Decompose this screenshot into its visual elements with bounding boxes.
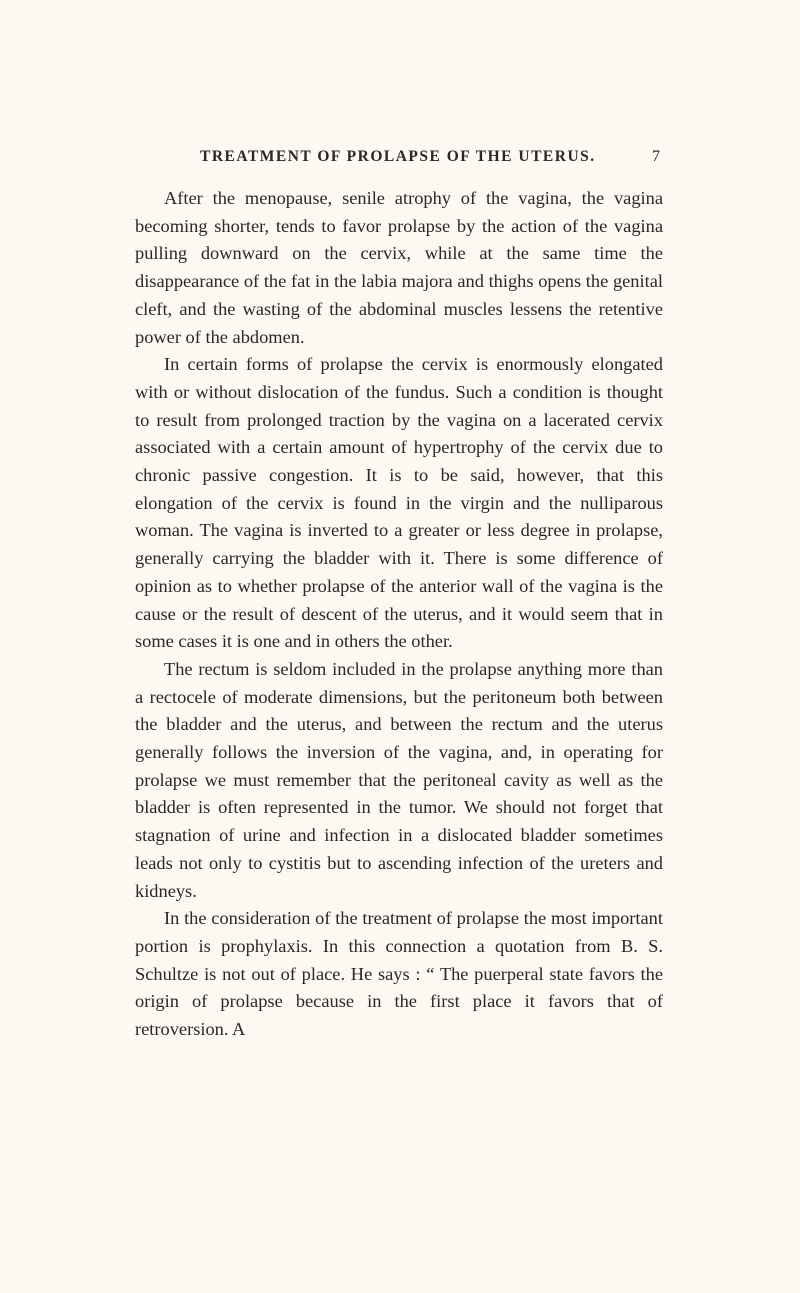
paragraph-menopause: After the menopause, senile atrophy of the vagina, the vagina becoming shorter, tends to favor prolapse by the action of the vagina pulling downward on the cervix, while at the same time the disappearance of the fat in the labia majora and thighs opens the genital cleft, and the wasting of the abdominal muscles lessens the retentive power of the abdomen. <box>135 188 663 347</box>
paragraph-rectum: The rectum is seldom included in the prolapse anything more than a rectocele of moderate dimensions, but the peritoneum both between the bladder and the uterus, and between the rectum and the uterus generally follows the inversion of the vagina, and, in operating for prolapse we must remember that the peritoneal cavity as well as the bladder is often represented in the tumor. We should not forget that stagnation of urine and infection in a dislocated bladder sometimes leads not only to cystitis but to ascending infection of the ureters and kidneys. <box>135 658 663 901</box>
running-head <box>200 148 660 166</box>
body-text <box>135 185 663 1044</box>
paragraph-treatment: In the consideration of the treatment of prolapse the most important portion is prophylaxis. In this connection a quotation from B. S. Schultze is not out of place. He says : “ The puerperal state favors the origin of prolapse because in the first place it favors that of retroversion. A <box>135 908 663 1040</box>
paragraph-cervix-elongation: In certain forms of prolapse the cervix is enormously elongated with or without dislocation of the fundus. Such a condition is thought to result from prolonged traction by the vagina on a lacerated cervix associated with a certain amount of hypertrophy of the cervix due to chronic passive congestion. It is to be said, however, that this elongation of the cervix is found in the virgin and the nulliparous woman. The vagina is inverted to a greater or less degree in prolapse, generally carrying the bladder with it. There is some difference of opinion as to whether prolapse of the anterior wall of the vagina is the cause or the result of descent of the uterus, and it would seem that in some cases it is one and in others the other. <box>135 354 663 652</box>
running-title: TREATMENT OF PROLAPSE OF THE UTERUS. <box>200 148 596 165</box>
page-number: 7 <box>652 148 660 165</box>
